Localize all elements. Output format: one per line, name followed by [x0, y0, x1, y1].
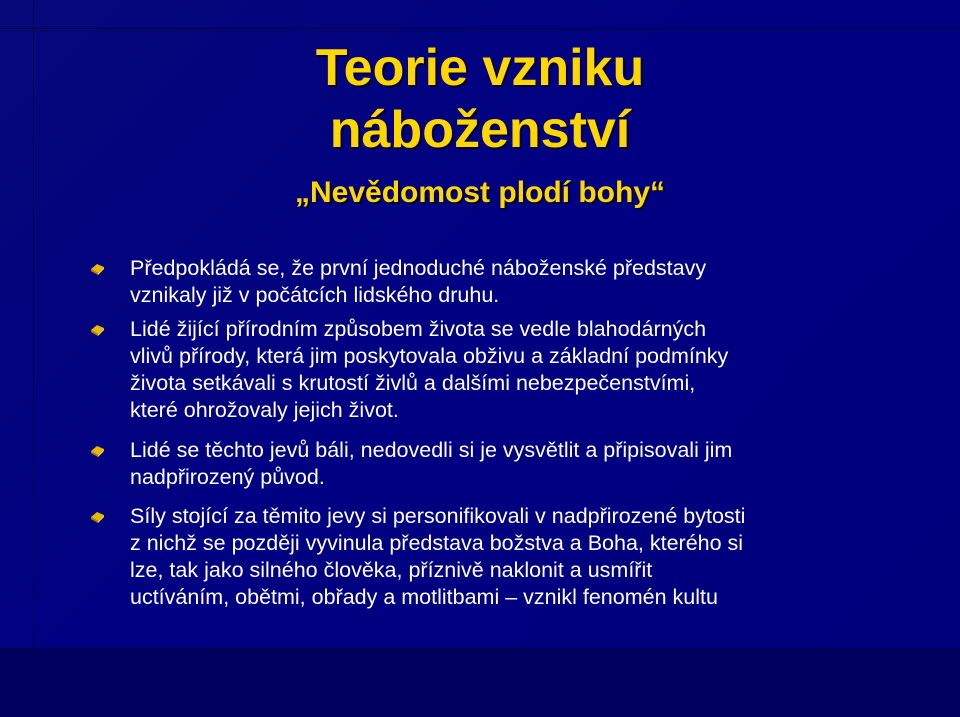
slide-subtitle: „Nevědomost plodí bohy“	[294, 176, 666, 209]
bullet-text: Předpokládá se, že první jednoduché náboženské představy vznikaly již v počátcích lidského druhu.	[130, 256, 707, 307]
bullet-text: Lidé žijící přírodním způsobem života se vedle blahodárných vlivů přírody, která jim poskytovala obživu a základní podmínky života setkávali s krutostí živlů a dalšími nebezpečenstvími, které ohrožovaly jejich život.	[130, 317, 729, 422]
slide-title-line-1: Teorie vzniku	[315, 39, 645, 97]
bullet-icon	[90, 444, 105, 457]
bullet-item	[130, 316, 930, 424]
bullet-item	[130, 437, 930, 491]
bullet-item	[130, 255, 930, 309]
bullet-text: Lidé se těchto jevů báli, nedovedli si je vysvětlit a připisovali jim nadpřirozený původ.	[130, 438, 733, 489]
bullet-text: Síly stojící za těmito jevy si personifikovali v nadpřirozené bytosti z nichž se později vyvinula představa božstva a Boha, kterého si lze, tak jako silného člověka, příznivě naklonit a usmířit uctíváním, obětmi, obřady a motlitbami – vznikl fenomén kultu	[130, 504, 746, 609]
bullet-icon	[90, 323, 105, 336]
bullet-icon	[90, 262, 105, 275]
bullet-icon	[90, 510, 105, 523]
bullet-item	[130, 503, 930, 611]
slide-title-line-2: náboženství	[329, 101, 631, 159]
